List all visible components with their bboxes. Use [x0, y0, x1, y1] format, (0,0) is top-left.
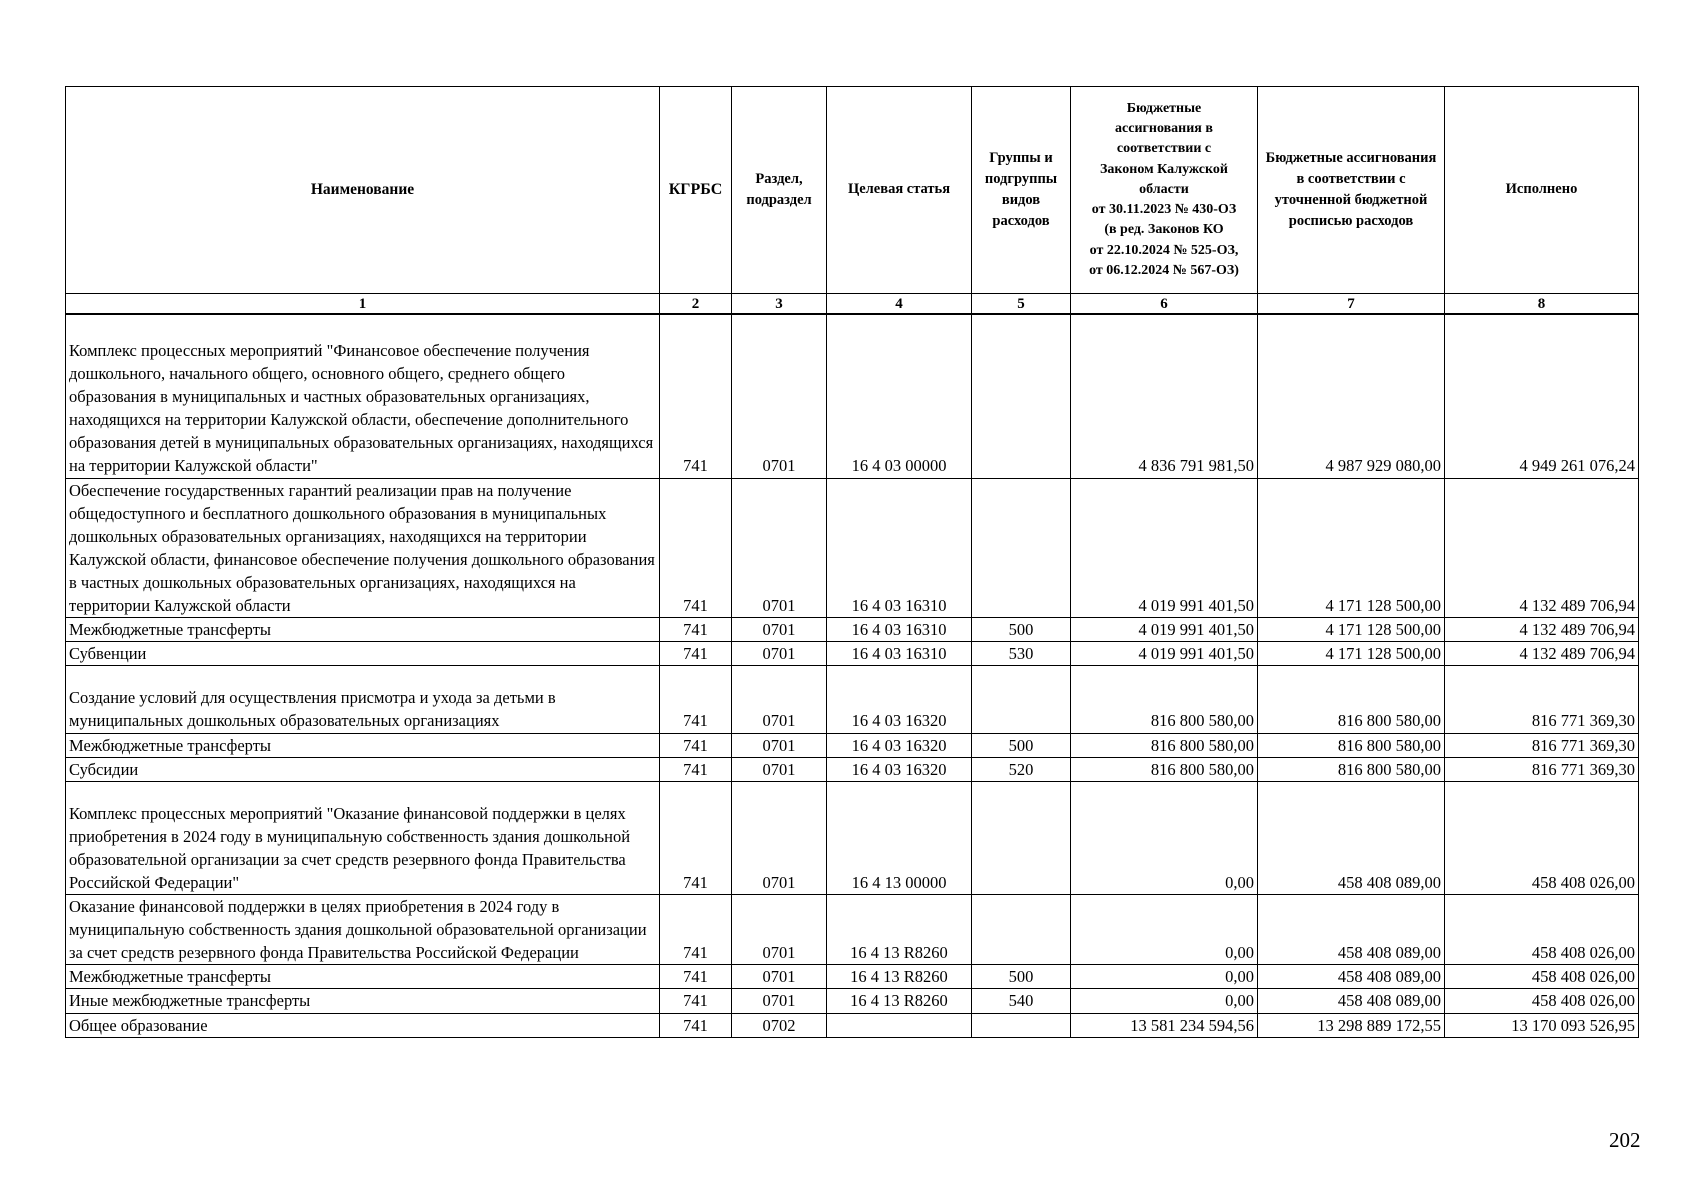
row-razdel: 0701 — [732, 895, 827, 965]
column-numbers-row — [66, 294, 1639, 315]
row-target: 16 4 03 16310 — [827, 642, 972, 666]
row-group — [972, 1013, 1071, 1037]
row-group: 500 — [972, 965, 1071, 989]
row-group — [972, 895, 1071, 965]
row-razdel: 0701 — [732, 965, 827, 989]
row-razdel: 0701 — [732, 733, 827, 757]
row-kgrbs: 741 — [660, 478, 732, 618]
col-header-refined: Бюджетные ассигнования в соответствии с уточненной бюджетной росписью расходов — [1258, 87, 1445, 294]
table-row — [66, 478, 1639, 618]
column-number: 5 — [972, 294, 1071, 315]
row-razdel: 0701 — [732, 666, 827, 733]
row-law-amount: 816 800 580,00 — [1071, 733, 1258, 757]
table-row — [66, 733, 1639, 757]
row-executed-amount: 458 408 026,00 — [1445, 965, 1639, 989]
row-refined-amount: 4 171 128 500,00 — [1258, 618, 1445, 642]
row-executed-amount: 458 408 026,00 — [1445, 895, 1639, 965]
row-name: Субвенции — [66, 642, 660, 666]
header-row — [66, 87, 1639, 294]
table-row — [66, 618, 1639, 642]
row-razdel: 0702 — [732, 1013, 827, 1037]
row-target: 16 4 13 00000 — [827, 781, 972, 894]
row-refined-amount: 13 298 889 172,55 — [1258, 1013, 1445, 1037]
col-header-name: Наименование — [66, 87, 660, 294]
row-kgrbs: 741 — [660, 965, 732, 989]
row-executed-amount: 816 771 369,30 — [1445, 666, 1639, 733]
row-name: Межбюджетные трансферты — [66, 733, 660, 757]
row-kgrbs: 741 — [660, 314, 732, 478]
row-target: 16 4 13 R8260 — [827, 895, 972, 965]
law-line: соответствии с — [1116, 141, 1212, 157]
row-target: 16 4 03 16320 — [827, 757, 972, 781]
row-refined-amount: 458 408 089,00 — [1258, 989, 1445, 1013]
row-target: 16 4 03 16310 — [827, 478, 972, 618]
row-executed-amount: 458 408 026,00 — [1445, 989, 1639, 1013]
row-refined-amount: 458 408 089,00 — [1258, 895, 1445, 965]
budget-table — [65, 86, 1639, 1038]
row-kgrbs: 741 — [660, 733, 732, 757]
row-target: 16 4 03 16320 — [827, 733, 972, 757]
row-name: Межбюджетные трансферты — [66, 618, 660, 642]
table-row — [66, 781, 1639, 894]
law-line: ассигнования в — [1115, 120, 1213, 136]
table-row — [66, 965, 1639, 989]
col-header-law — [1071, 87, 1258, 294]
row-name: Субсидии — [66, 757, 660, 781]
row-target: 16 4 13 R8260 — [827, 989, 972, 1013]
row-law-amount: 4 019 991 401,50 — [1071, 642, 1258, 666]
law-line: от 06.12.2024 № 567-ОЗ) — [1089, 263, 1239, 279]
column-number: 3 — [732, 294, 827, 315]
table-row — [66, 314, 1639, 478]
row-kgrbs: 741 — [660, 757, 732, 781]
row-razdel: 0701 — [732, 314, 827, 478]
row-group — [972, 314, 1071, 478]
row-refined-amount: 816 800 580,00 — [1258, 733, 1445, 757]
page-number: 202 — [1609, 1128, 1641, 1152]
row-kgrbs: 741 — [660, 1013, 732, 1037]
law-line: от 22.10.2024 № 525-ОЗ, — [1089, 242, 1239, 258]
row-razdel: 0701 — [732, 478, 827, 618]
table-row — [66, 757, 1639, 781]
row-executed-amount: 816 771 369,30 — [1445, 757, 1639, 781]
row-kgrbs: 741 — [660, 781, 732, 894]
column-number: 1 — [66, 294, 660, 315]
row-name: Общее образование — [66, 1013, 660, 1037]
row-refined-amount: 458 408 089,00 — [1258, 965, 1445, 989]
row-law-amount: 816 800 580,00 — [1071, 757, 1258, 781]
row-refined-amount: 458 408 089,00 — [1258, 781, 1445, 894]
row-kgrbs: 741 — [660, 642, 732, 666]
row-name: Создание условий для осуществления присмотра и ухода за детьми в муниципальных дошкольных образовательных организациях — [66, 666, 660, 733]
column-number: 7 — [1258, 294, 1445, 315]
column-number: 4 — [827, 294, 972, 315]
row-razdel: 0701 — [732, 989, 827, 1013]
column-number: 8 — [1445, 294, 1639, 315]
row-refined-amount: 4 987 929 080,00 — [1258, 314, 1445, 478]
col-header-target: Целевая статья — [827, 87, 972, 294]
row-name: Межбюджетные трансферты — [66, 965, 660, 989]
row-executed-amount: 816 771 369,30 — [1445, 733, 1639, 757]
row-executed-amount: 4 132 489 706,94 — [1445, 478, 1639, 618]
row-name: Иные межбюджетные трансферты — [66, 989, 660, 1013]
row-executed-amount: 4 949 261 076,24 — [1445, 314, 1639, 478]
row-executed-amount: 13 170 093 526,95 — [1445, 1013, 1639, 1037]
row-group: 530 — [972, 642, 1071, 666]
law-line: Бюджетные — [1126, 100, 1202, 116]
row-law-amount: 4 019 991 401,50 — [1071, 618, 1258, 642]
row-name: Оказание финансовой поддержки в целях приобретения в 2024 году в муниципальную собственность здания дошкольной образовательной организации за счет средств резервного фонда Правительства Российской Федерации — [66, 895, 660, 965]
row-target: 16 4 13 R8260 — [827, 965, 972, 989]
row-name: Обеспечение государственных гарантий реализации прав на получение общедоступного и бесплатного дошкольного образования в муниципальных дошкольных образовательных организациях, находящихся на территории Калужской области, финансовое обеспечение получения дошкольного образования в частных дошкольных образовательных организациях, находящихся на территории Калужской области — [66, 478, 660, 618]
col-header-razdel: Раздел, подраздел — [732, 87, 827, 294]
row-refined-amount: 4 171 128 500,00 — [1258, 478, 1445, 618]
row-refined-amount: 4 171 128 500,00 — [1258, 642, 1445, 666]
row-kgrbs: 741 — [660, 895, 732, 965]
row-razdel: 0701 — [732, 642, 827, 666]
row-group — [972, 478, 1071, 618]
row-executed-amount: 4 132 489 706,94 — [1445, 642, 1639, 666]
law-line: (в ред. Законов КО — [1104, 222, 1224, 238]
row-group — [972, 666, 1071, 733]
row-refined-amount: 816 800 580,00 — [1258, 666, 1445, 733]
table-row — [66, 642, 1639, 666]
row-target — [827, 1013, 972, 1037]
law-line: от 30.11.2023 № 430-ОЗ — [1091, 202, 1237, 218]
row-law-amount: 4 836 791 981,50 — [1071, 314, 1258, 478]
row-name: Комплекс процессных мероприятий "Оказание финансовой поддержки в целях приобретения в 2024 году в муниципальную собственность здания дошкольной образовательной организации за счет средств резервного фонда Правительства Российской Федерации" — [66, 781, 660, 894]
row-razdel: 0701 — [732, 757, 827, 781]
row-executed-amount: 458 408 026,00 — [1445, 781, 1639, 894]
row-executed-amount: 4 132 489 706,94 — [1445, 618, 1639, 642]
row-group: 520 — [972, 757, 1071, 781]
row-kgrbs: 741 — [660, 989, 732, 1013]
row-group: 540 — [972, 989, 1071, 1013]
row-law-amount: 4 019 991 401,50 — [1071, 478, 1258, 618]
row-group: 500 — [972, 733, 1071, 757]
row-target: 16 4 03 00000 — [827, 314, 972, 478]
column-number: 2 — [660, 294, 732, 315]
table-row — [66, 989, 1639, 1013]
table-row — [66, 666, 1639, 733]
row-law-amount: 0,00 — [1071, 989, 1258, 1013]
row-target: 16 4 03 16320 — [827, 666, 972, 733]
row-kgrbs: 741 — [660, 618, 732, 642]
col-header-kgrbs: КГРБС — [660, 87, 732, 294]
row-razdel: 0701 — [732, 781, 827, 894]
col-header-groups: Группы и подгруппы видов расходов — [972, 87, 1071, 294]
row-kgrbs: 741 — [660, 666, 732, 733]
table-row — [66, 895, 1639, 965]
row-group: 500 — [972, 618, 1071, 642]
table-row — [66, 1013, 1639, 1037]
row-group — [972, 781, 1071, 894]
law-line: области — [1139, 181, 1189, 197]
row-law-amount: 0,00 — [1071, 781, 1258, 894]
row-refined-amount: 816 800 580,00 — [1258, 757, 1445, 781]
row-target: 16 4 03 16310 — [827, 618, 972, 642]
row-law-amount: 0,00 — [1071, 895, 1258, 965]
row-law-amount: 0,00 — [1071, 965, 1258, 989]
column-number: 6 — [1071, 294, 1258, 315]
row-law-amount: 13 581 234 594,56 — [1071, 1013, 1258, 1037]
row-name: Комплекс процессных мероприятий "Финансовое обеспечение получения дошкольного, начального общего, основного общего, среднего общего образования в муниципальных и частных образовательных организациях, находящихся на территории Калужской области, обеспечение дополнительного образования детей в муниципальных образовательных организациях, находящихся на территории Калужской области" — [66, 314, 660, 478]
row-razdel: 0701 — [732, 618, 827, 642]
col-header-executed: Исполнено — [1445, 87, 1639, 294]
law-line: Законом Калужской — [1100, 161, 1228, 177]
row-law-amount: 816 800 580,00 — [1071, 666, 1258, 733]
